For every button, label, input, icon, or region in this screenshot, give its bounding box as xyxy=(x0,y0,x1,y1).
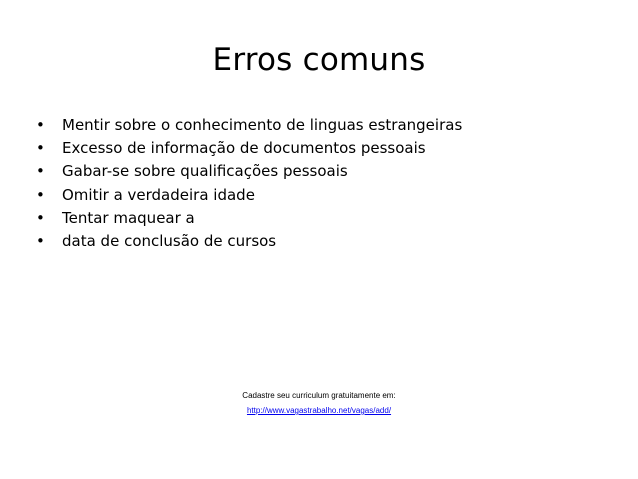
footer-link[interactable]: http://www.vagastrabalho.net/vagas/add/ xyxy=(246,406,392,415)
bullet-text: Tentar maquear a xyxy=(62,208,195,227)
bullet-list xyxy=(36,114,462,253)
bullet-item xyxy=(36,114,462,137)
bullet-item xyxy=(36,230,462,253)
footer-text: Cadastre seu curriculum gratuitamente em: xyxy=(242,391,396,400)
bullet-dot-icon: • xyxy=(36,116,45,134)
bullet-text: Omitir a verdadeira idade xyxy=(62,185,255,204)
bullet-text: Gabar-se sobre qualificações pessoais xyxy=(62,162,348,181)
bullet-text: data de conclusão de cursos xyxy=(62,232,277,251)
bullet-dot-icon: • xyxy=(36,208,45,227)
bullet-text: Mentir sobre o conhecimento de linguas estrangeiras xyxy=(62,116,463,134)
bullet-item xyxy=(36,160,462,183)
bullet-item xyxy=(36,207,462,230)
bullet-dot-icon: • xyxy=(36,185,45,204)
bullet-dot-icon: • xyxy=(36,139,45,158)
bullet-dot-icon: • xyxy=(36,162,45,181)
bullet-dot-icon: • xyxy=(36,232,45,251)
bullet-text: Excesso de informação de documentos pessoais xyxy=(62,139,426,158)
slide-title: Erros comuns xyxy=(212,42,426,78)
footer xyxy=(0,388,638,418)
bullet-item xyxy=(36,137,462,160)
bullet-item xyxy=(36,184,462,207)
